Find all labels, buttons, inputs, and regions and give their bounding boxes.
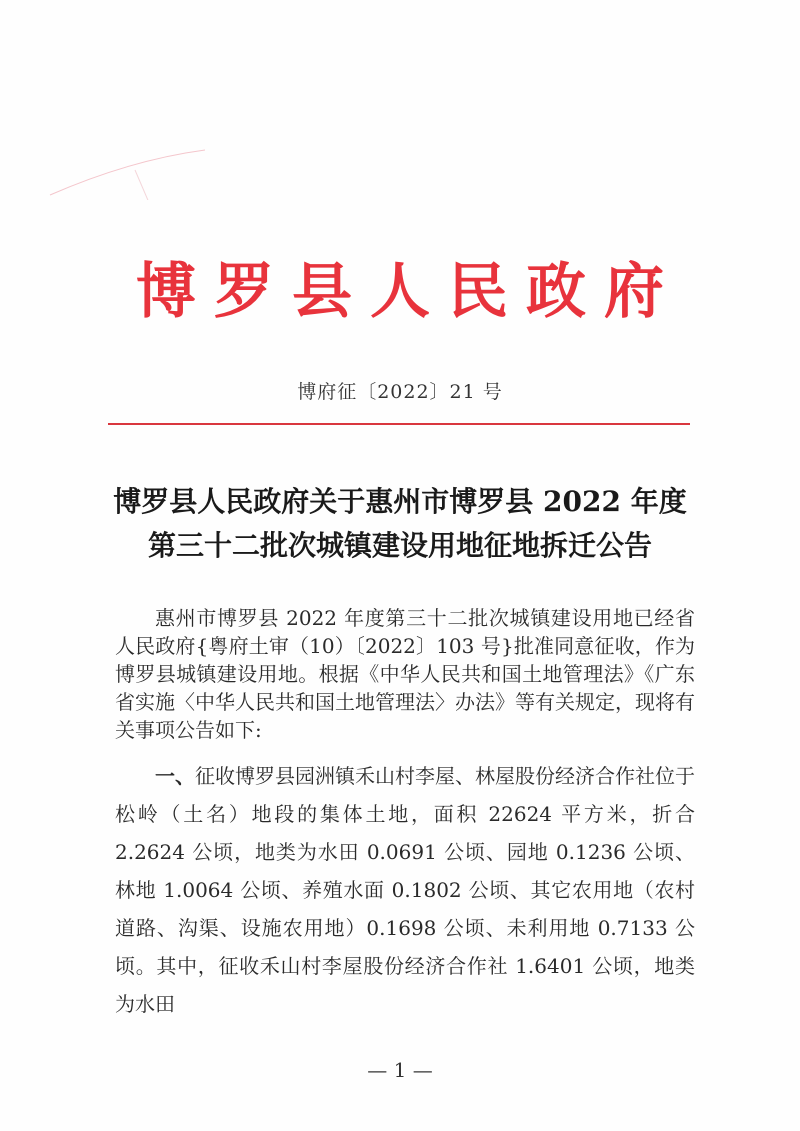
intro-paragraph: 惠州市博罗县 2022 年度第三十二批次城镇建设用地已经省人民政府{粤府土审（10）〔2022〕103 号}批准同意征收，作为博罗县城镇建设用地。根据《中华人民共和国土地管理法》《广东省实施〈中华人民共和国土地管理法〉办法》等有关规定，现将有关事项公告如下: [115, 606, 695, 742]
issuing-authority-masthead: 博罗县人民政府 [136, 257, 682, 327]
document-number: 博府征〔2022〕21 号 [297, 381, 503, 403]
title-line-1: 博罗县人民政府关于惠州市博罗县 2022 年度 [113, 485, 687, 518]
item-1-paragraph [115, 757, 695, 1023]
title-line-2: 第三十二批次城镇建设用地征地拆迁公告 [147, 529, 652, 562]
item-1-number: 一、 [155, 764, 195, 788]
document-title [0, 480, 800, 568]
item-1-text: 征收博罗县园洲镇禾山村李屋、林屋股份经济合作社位于松岭（土名）地段的集体土地，面积 22624 平方米，折合 2.2624 公顷，地类为水田 0.0691 公顷、园地 0.1236 公顷、林地 1.0064 公顷、养殖水面 0.1802 公顷、其它农用地（农村道路、沟渠、设施农用地）0.1698 公顷、未利用地 0.7133 公顷。其中，征收禾山村李屋股份经济合作社 1.6401 公顷，地类为水田 [115, 764, 695, 1016]
scan-artifact-mark [40, 140, 210, 200]
red-divider-line [108, 423, 690, 425]
page-number: — 1 — [367, 1058, 433, 1082]
